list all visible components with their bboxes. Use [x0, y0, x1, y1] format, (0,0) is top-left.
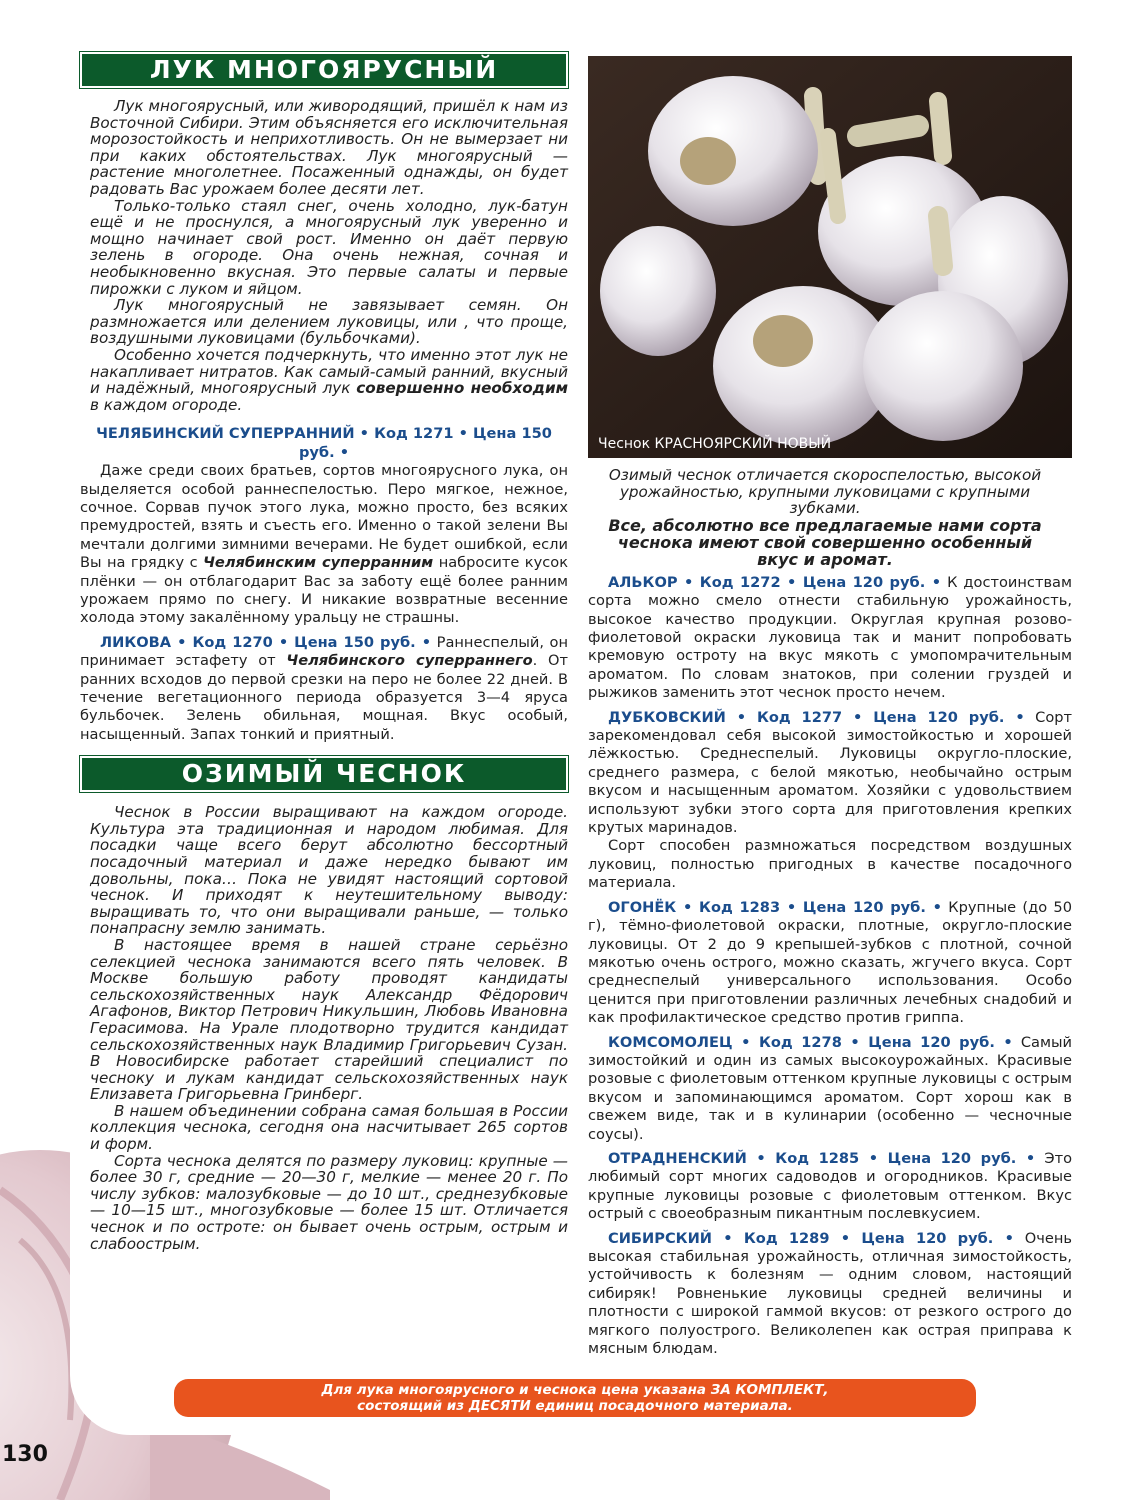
garlic-section-title: ОЗИМЫЙ ЧЕСНОК — [80, 756, 568, 792]
garlic-photo — [588, 56, 1072, 458]
garlic-intro-paragraph: В настоящее время в нашей стране серьёзно селекцией чеснока занимаются всего пять человек. В Москве большую работу проводят кандидаты сельскохозяйственных наук Александр Фёдорович Агафонов, Виктор Петрович Никульшин, Любовь Ивановна Герасимова. На Урале плодотворно трудится кандидат сельскохозяйственных наук Владимир Григорьевич Сузан. В Новосибирске работает старейший специалист по чесноку и лукам кандидат сельскохозяйственных наук Елизавета Григорьевна Гринберг. — [90, 935, 568, 1104]
variety-chelyabinsky: ЧЕЛЯБИНСКИЙ СУПЕРРАННИЙ • Код 1271 • Цена 150 руб. • Даже среди своих братьев, сортов многоярусного лука, он выделяется особой раннеспелостью. Перо мягкое, нежное, сочное. Сорвав пучок этого лука, можно просто, без всяких премудростей, взять и съесть его. Именно о такой зелени Вы мечтали долгими зимними вечерами. Не будет ошибкой, если Вы на грядку с Челябинским суперранним набросите кусок плёнки — он отблагодарит Вас за заботу ещё более ранним урожаем прямо по снегу. И никакие возвратные весенние холода этому закалённому уральцу не страшны. — [80, 425, 569, 627]
onion-intro-paragraph: Только-только стаял снег, очень холодно, лук-батун ещё и не проснулся, а многоярусный лук уверенно и мощно начинает свой рост. Именно он даёт первую зелень в огороде. Она очень нежная, сочная и необыкновенно вкусная. Это первые салаты и первые пирожки с луком и яйцом. — [90, 196, 568, 298]
variety-likova: ЛИКОВА • Код 1270 • Цена 150 руб. • Раннеспелый, он принимает эстафету от Челябинского суперраннего. От ранних всходов до первой срезки на перо не более 22 дней. В течение вегетационного периода образуется 3—4 яруса бульбочек. Зелень обильная, мощная. Вкус особый, насыщенный. Запах тонкий и приятный. — [80, 633, 569, 743]
onion-section-title: ЛУК МНОГОЯРУСНЫЙ — [80, 52, 568, 88]
price-note-banner: Для лука многоярусного и чеснока цена указана ЗА КОМПЛЕКТ, состоящий из ДЕСЯТИ единиц посадочного материала. — [174, 1379, 976, 1417]
variety-heading: ОТРАДНЕНСКИЙ • Код 1285 • Цена 120 руб. • — [608, 1149, 1036, 1167]
garlic-intro — [80, 804, 568, 1252]
variety-dubkovsky: ДУБКОВСКИЙ • Код 1277 • Цена 120 руб. • Сорт зарекомендовал себя высокой зимостойкостью и хорошей лёжкостью. Среднеспелый. Луковицы округло-плоские, среднего размера, с белой мякотью, необычайно острым вкусом и насыщенным ароматом. Хозяйки с удовольствием используют зубки этого сорта для приготовления крепких крутых маринадов. Сорт способен размножаться посредством воздушных луковиц, полностью пригодных в качестве посадочного материала. — [588, 708, 1073, 892]
variety-ogonek: ОГОНЁК • Код 1283 • Цена 120 руб. • Крупные (до 50 г), тёмно-фиолетовой окраски, плотные, округло-плоские луковицы. От 2 до 9 крепышей-зубков с плотной, сочной мякотью очень острого, можно сказать, жгучего вкуса. Сорт среднеспелый универсального использования. Особо ценится при приготовлении различных лечебных снадобий и как профилактическое средство против гриппа. — [588, 898, 1072, 1027]
variety-heading: АЛЬКОР • Код 1272 • Цена 120 руб. • — [608, 573, 942, 591]
onion-intro-paragraph: Лук многоярусный не завязывает семян. Он размножается или делением луковицы, или , что проще, воздушными луковицами (бульбочками). — [90, 296, 568, 348]
variety-heading: КОМСОМОЛЕЦ • Код 1278 • Цена 120 руб. • — [608, 1033, 1013, 1051]
variety-heading: СИБИРСКИЙ • Код 1289 • Цена 120 руб. • — [608, 1229, 1014, 1247]
photo-caption: Чеснок КРАСНОЯРСКИЙ НОВЫЙ — [598, 436, 832, 452]
variety-heading: ДУБКОВСКИЙ • Код 1277 • Цена 120 руб. • — [608, 708, 1025, 726]
variety-heading: ЛИКОВА • Код 1270 • Цена 150 руб. • — [100, 633, 432, 651]
garlic-intro-paragraph: Сорта чеснока делятся по размеру луковиц: крупные — более 30 г, средние — 20—30 г, мелкие — менее 20 г. По числу зубков: малозубковые — до 10 шт., среднезубковые — 10—15 шт., многозубковые — более 15 шт. Отличается чеснок и по остроте: он бывает очень острым, острым и слабоострым. — [90, 1151, 568, 1253]
page-number: 130 — [2, 1442, 48, 1467]
onion-intro-paragraph: Особенно хочется подчеркнуть, что именно этот лук не накапливает нитратов. Как самый-самый ранний, вкусный и надёжный, многоярусный лук совершенно необходим в каждом огороде. — [90, 345, 568, 414]
garlic-intro-paragraph: В нашем объединении собрана самая большая в России коллекция чеснока, сегодня она насчитывает 265 сортов и форм. — [90, 1101, 568, 1154]
variety-alkor: АЛЬКОР • Код 1272 • Цена 120 руб. • К достоинствам сорта можно смело отнести стабильную урожайность, высокое качество продукции. Округлая крупная розово-фиолетовой окраски луковица так и манит попробовать кремовую остроту на вкус мякоть с умопомрачительным ароматом. По словам знатоков, при солении груздей и рыжиков заменить этот чеснок просто нечем. — [588, 573, 1073, 702]
onion-intro — [80, 98, 568, 413]
variety-heading: ЧЕЛЯБИНСКИЙ СУПЕРРАННИЙ • Код 1271 • Цена 150 руб. • — [96, 425, 552, 461]
garlic-intro-paragraph: Чеснок в России выращивают на каждом огороде. Культура эта традиционная и народом любимая. Для посадки чаще всего берут абсолютно бессортный посадочный материал и даже нередко бывают им довольны, пока… Пока не увидят настоящий сортовой чеснок. И приходят к неутешительному выводу: выращивать то, что они выращивали раньше, — только понапрасну землю занимать. — [90, 803, 568, 938]
left-column — [80, 52, 568, 1252]
variety-heading: ОГОНЁК • Код 1283 • Цена 120 руб. • — [608, 898, 942, 916]
variety-sibirsky: СИБИРСКИЙ • Код 1289 • Цена 120 руб. • Очень высокая стабильная урожайность, отличная зимостойкость, устойчивость к болезням — одним словом, настоящий сибиряк! Ровненькие луковицы средней величины и плотности с широкой гаммой вкусов: от резкого острого до мягкого полуострого. Великолепен как острая приправа к мясным блюдам. — [588, 1229, 1073, 1358]
right-column — [588, 467, 1072, 1358]
onion-intro-paragraph: Лук многоярусный, или живородящий, пришёл к нам из Восточной Сибири. Этим объясняется его исключительная морозостойкость и неприхотливость. Он не вымерзает ни при каких обстоятельствах. Лук многоярусный — растение многолетнее. Посаженный однажды, он будет радовать Вас урожаем более десяти лет. — [90, 97, 568, 198]
variety-otradnensky: ОТРАДНЕНСКИЙ • Код 1285 • Цена 120 руб. • Это любимый сорт многих садоводов и огородников. Красивые крупные луковицы розовые с фиолетовым оттенком. Вкус острый с своеобразным пикантным послевкусием. — [588, 1149, 1073, 1223]
variety-komsomolets: КОМСОМОЛЕЦ • Код 1278 • Цена 120 руб. • Самый зимостойкий и один из самых высокоурожайных. Красивые розовые с фиолетовым оттенком крупные луковицы с острым вкусом и запоминающимся ароматом. Сорт хорош как в свежем виде, так и в кулинарии (особенно — чесночные соусы). — [588, 1033, 1073, 1143]
garlic-right-intro: Озимый чеснок отличается скороспелостью, высокой урожайностью, крупными луковицами с крупными зубками. Все, абсолютно все предлагаемые нами сорта чеснока имеют свой совершенно особенный вкус и аромат. — [608, 466, 1042, 569]
